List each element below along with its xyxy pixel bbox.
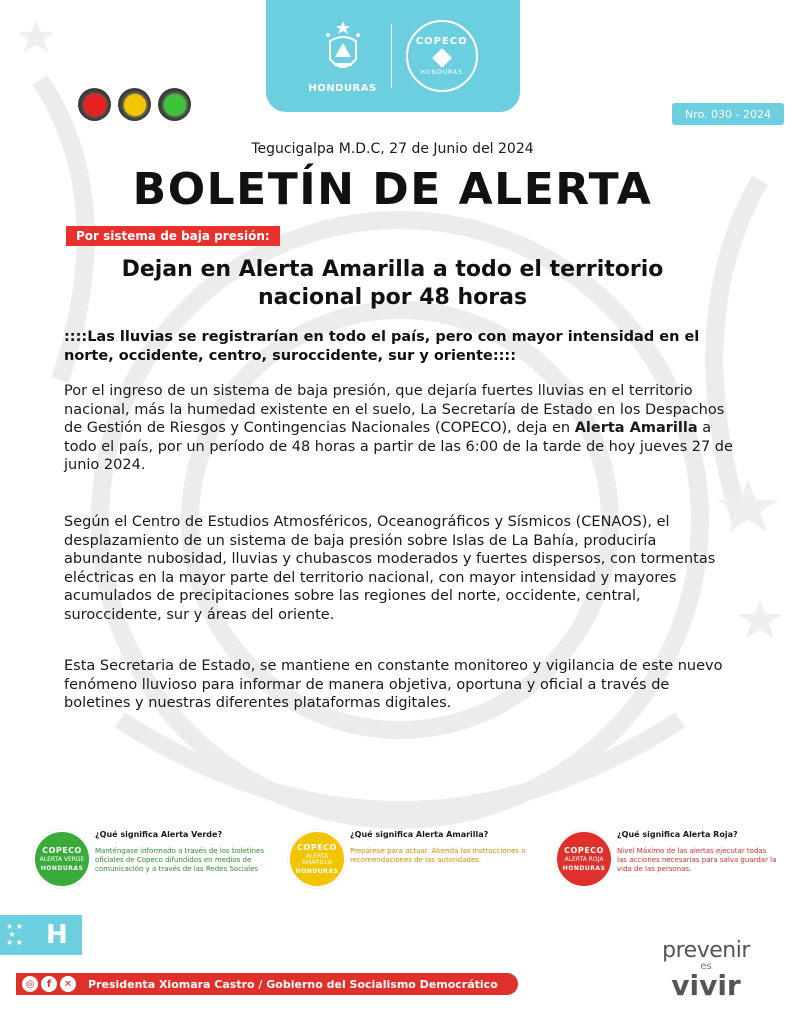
headline	[30, 256, 755, 312]
paragraph-1	[64, 382, 734, 475]
honduras-logo-label: HONDURAS	[308, 82, 377, 94]
green-alert-badge-icon	[33, 830, 91, 888]
paragraph-3: Esta Secretaria de Estado, se mantiene en constante monitoreo y vigilancia de este nuevo fenómeno lluvioso para informar de manera objetiva, oportuna y oficial a través de boletines y nuestras diferentes plataformas digitales.	[64, 658, 723, 712]
green-badge-bot: HONDURAS	[40, 865, 84, 872]
flag-stars-icon: ★ ★ ★ ★ ★	[6, 922, 23, 947]
copeco-logo	[406, 20, 478, 92]
coat-of-arms-icon	[320, 19, 366, 81]
paragraph-1-part-b: a todo el país, por un período de 48 horas a partir de las 6:00 de la tarde de hoy jueves 27 de junio 2024.	[64, 420, 733, 474]
logo-divider	[391, 24, 392, 88]
yellow-badge-bot: HONDURAS	[295, 868, 339, 875]
paragraph-1-part-a: Por el ingreso de un sistema de baja presión, que dejaría fuertes lluvias en el territorio nacional, más la humedad existente en el suelo, La Secretaría de Estado en los Despachos de Gestión de Riesgos y Contingencias Nacionales (COPECO), deja en	[64, 383, 725, 437]
red-alert-question: ¿Qué significa Alerta Roja?	[617, 830, 738, 839]
copeco-diamond-icon	[432, 48, 452, 68]
green-badge-top: COPECO	[42, 846, 82, 855]
footer-bar	[16, 973, 518, 995]
slogan-logo	[646, 938, 766, 1001]
summary-text: ::::Las lluvias se registrarían en todo el país, pero con mayor intensidad en el norte, occidente, centro, suroccidente, sur y oriente::::	[64, 329, 700, 364]
red-badge-top: COPECO	[564, 846, 604, 855]
yellow-alert-answer: Prepárese para actuar. Atienda las instrucciones o recomendaciones de las autoridades.	[350, 847, 526, 864]
slogan-line-1: prevenir	[662, 938, 750, 963]
slogan-line-3: vivir	[671, 969, 741, 1002]
traffic-light-indicators	[78, 88, 191, 121]
green-badge-mid: ALERTA VERDE	[39, 856, 85, 863]
green-alert-answer: Manténgase informado a través de los boletines oficiales de Copeco difundidos en medios de comunicación y a través de las Redes Sociales	[95, 847, 264, 873]
copeco-logo-word: COPECO	[415, 36, 468, 47]
yellow-light-icon	[118, 88, 151, 121]
headline-line-1: Dejan en Alerta Amarilla a todo el territorio	[121, 257, 664, 282]
facebook-icon[interactable]: f	[41, 976, 57, 992]
green-light-icon	[158, 88, 191, 121]
copeco-logo-sub: HONDURAS	[420, 69, 463, 76]
honduras-coat-of-arms-logo	[308, 19, 376, 94]
yellow-badge-top: COPECO	[297, 843, 337, 852]
honduras-flag-logo	[0, 915, 82, 955]
legend-yellow-alert	[288, 830, 530, 894]
paragraph-2: Según el Centro de Estudios Atmosféricos, Oceanográficos y Sísmicos (CENAOS), el desplazamiento de un sistema de baja presión sobre Islas de La Bahía, produciría abundante nubosidad, lluvias y chubascos moderados y fuertes dispersos, con tormentas eléctricas en la mayor parte del territorio nacional, con mayor intensidad y mayores acumulados de precipitaciones sobre las regiones del norte, occidente, central, suroccidente, sur y áreas del oriente.	[64, 514, 716, 623]
yellow-alert-question: ¿Qué significa Alerta Amarilla?	[350, 830, 489, 839]
legend-green-alert	[33, 830, 275, 894]
x-icon[interactable]: ✕	[60, 976, 76, 992]
green-alert-question: ¿Qué significa Alerta Verde?	[95, 830, 223, 839]
instagram-icon[interactable]: ◎	[22, 976, 38, 992]
footer-text: Presidenta Xiomara Castro / Gobierno del Socialismo Democrático	[88, 977, 498, 991]
topic-tag: Por sistema de baja presión:	[66, 226, 280, 246]
header-logo-tab	[266, 0, 520, 112]
paragraph-1-bold: Alerta Amarilla	[574, 420, 698, 437]
flag-letter: H	[46, 920, 68, 950]
yellow-badge-mid: ALERTA AMARILLA	[301, 853, 333, 866]
red-badge-bot: HONDURAS	[562, 865, 606, 872]
slogan-line-2: es	[700, 961, 712, 972]
bulletin-number-badge: Nro. 030 - 2024	[672, 103, 784, 125]
social-icons	[22, 976, 76, 992]
yellow-alert-badge-icon	[288, 830, 346, 888]
date-line: Tegucigalpa M.D.C, 27 de Junio del 2024	[251, 141, 534, 157]
red-alert-answer: Nivel Máximo de las alertas ejecutar todas las acciones necesarias para salva guardar la vida de las personas.	[617, 847, 777, 873]
page-title: BOLETÍN DE ALERTA	[132, 164, 653, 215]
red-alert-badge-icon	[555, 830, 613, 888]
red-light-icon	[78, 88, 111, 121]
headline-line-2: nacional por 48 horas	[257, 285, 528, 310]
legend-red-alert	[555, 830, 777, 894]
red-badge-mid: ALERTA ROJA	[564, 856, 604, 863]
